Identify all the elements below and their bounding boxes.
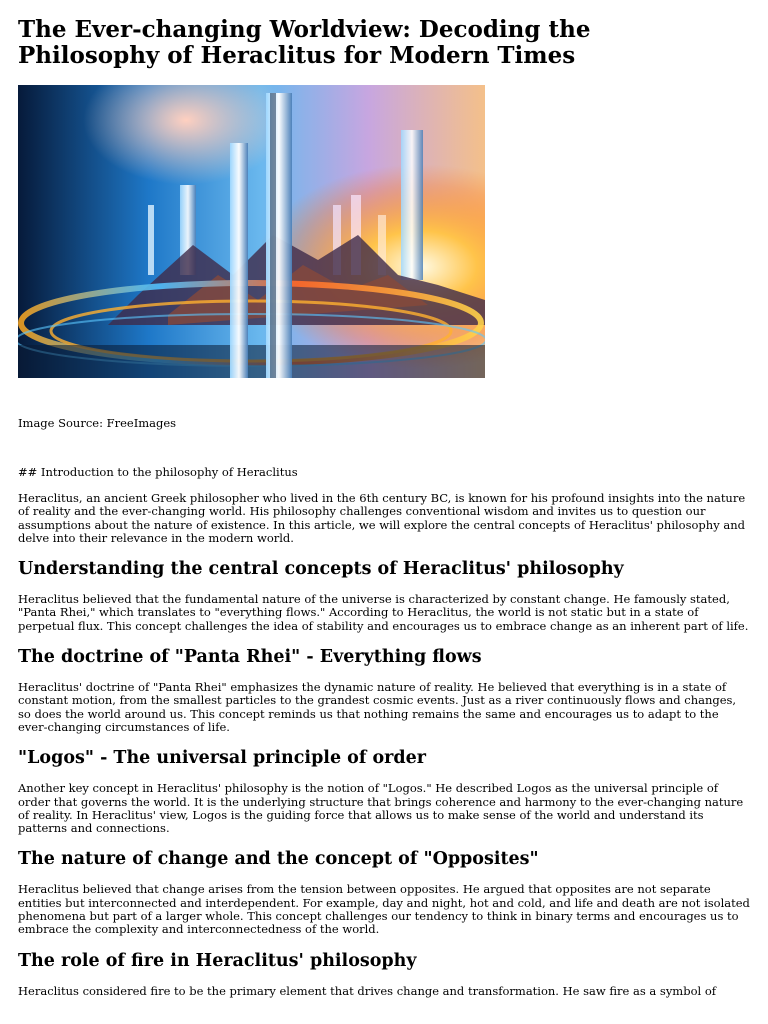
hero-image [18,85,485,378]
intro-paragraph: Heraclitus, an ancient Greek philosopher who lived in the 6th century BC, is known for his profound insights into the nature of reality and the ever-changing world. His philosophy challenges conventional wisdom and invites us to question our assumptions about the nature of existence. In this article, we will explore the central concepts of Heraclitus' philosophy and delve into their relevance in the modern world. [18,491,746,545]
section-heading-central-concepts: Understanding the central concepts of Heraclitus' philosophy [18,559,624,580]
section-body-fire: Heraclitus considered fire to be the primary element that drives change and transformation. He saw fire as a symbol of [18,983,717,998]
title-line-2: Philosophy of Heraclitus for Modern Times [18,42,576,69]
section-heading-logos: "Logos" - The universal principle of order [18,748,426,769]
section-heading-opposites: The nature of change and the concept of "Opposites" [18,849,539,870]
section-heading-fire: The role of fire in Heraclitus' philosophy [18,950,417,971]
intro-heading: ## Introduction to the philosophy of Heraclitus [18,465,298,479]
section-body-panta-rhei: Heraclitus' doctrine of "Panta Rhei" emphasizes the dynamic nature of reality. He believed that everything is in a state of constant motion, from the smallest particles to the grandest cosmic events. Just as a river continuously flows and changes, so does the world around us. This concept reminds us that nothing remains the same and encourages us to adapt to the ever-changing circumstances of life. [18,680,737,734]
section-body-central-concepts: Heraclitus believed that the fundamental nature of the universe is characterized by constant change. He famously stated, "Panta Rhei," which translates to "everything flows." According to Heraclitus, the world is not static but in a state of perpetual flux. This concept challenges the idea of stability and encourages us to embrace change as an inherent part of life. [18,592,749,633]
image-caption: Image Source: FreeImages [18,416,177,430]
article-title [18,17,750,69]
title-line-1: The Ever-changing Worldview: Decoding the [18,16,591,43]
section-body-logos: Another key concept in Heraclitus' philosophy is the notion of "Logos." He described Logos as the universal principle of order that governs the world. It is the underlying structure that brings coherence and harmony to the ever-changing nature of reality. In Heraclitus' view, Logos is the guiding force that allows us to make sense of the world and understand its patterns and connections. [18,781,744,836]
section-heading-panta-rhei: The doctrine of "Panta Rhei" - Everything flows [18,647,482,668]
section-body-opposites: Heraclitus believed that change arises from the tension between opposites. He argued that opposites are not separate entities but interconnected and interdependent. For example, day and night, hot and cold, and life and death are not isolated phenomena but part of a larger whole. This concept challenges our tendency to think in binary terms and encourages us to embrace the complexity and interconnectedness of the world. [18,882,750,937]
